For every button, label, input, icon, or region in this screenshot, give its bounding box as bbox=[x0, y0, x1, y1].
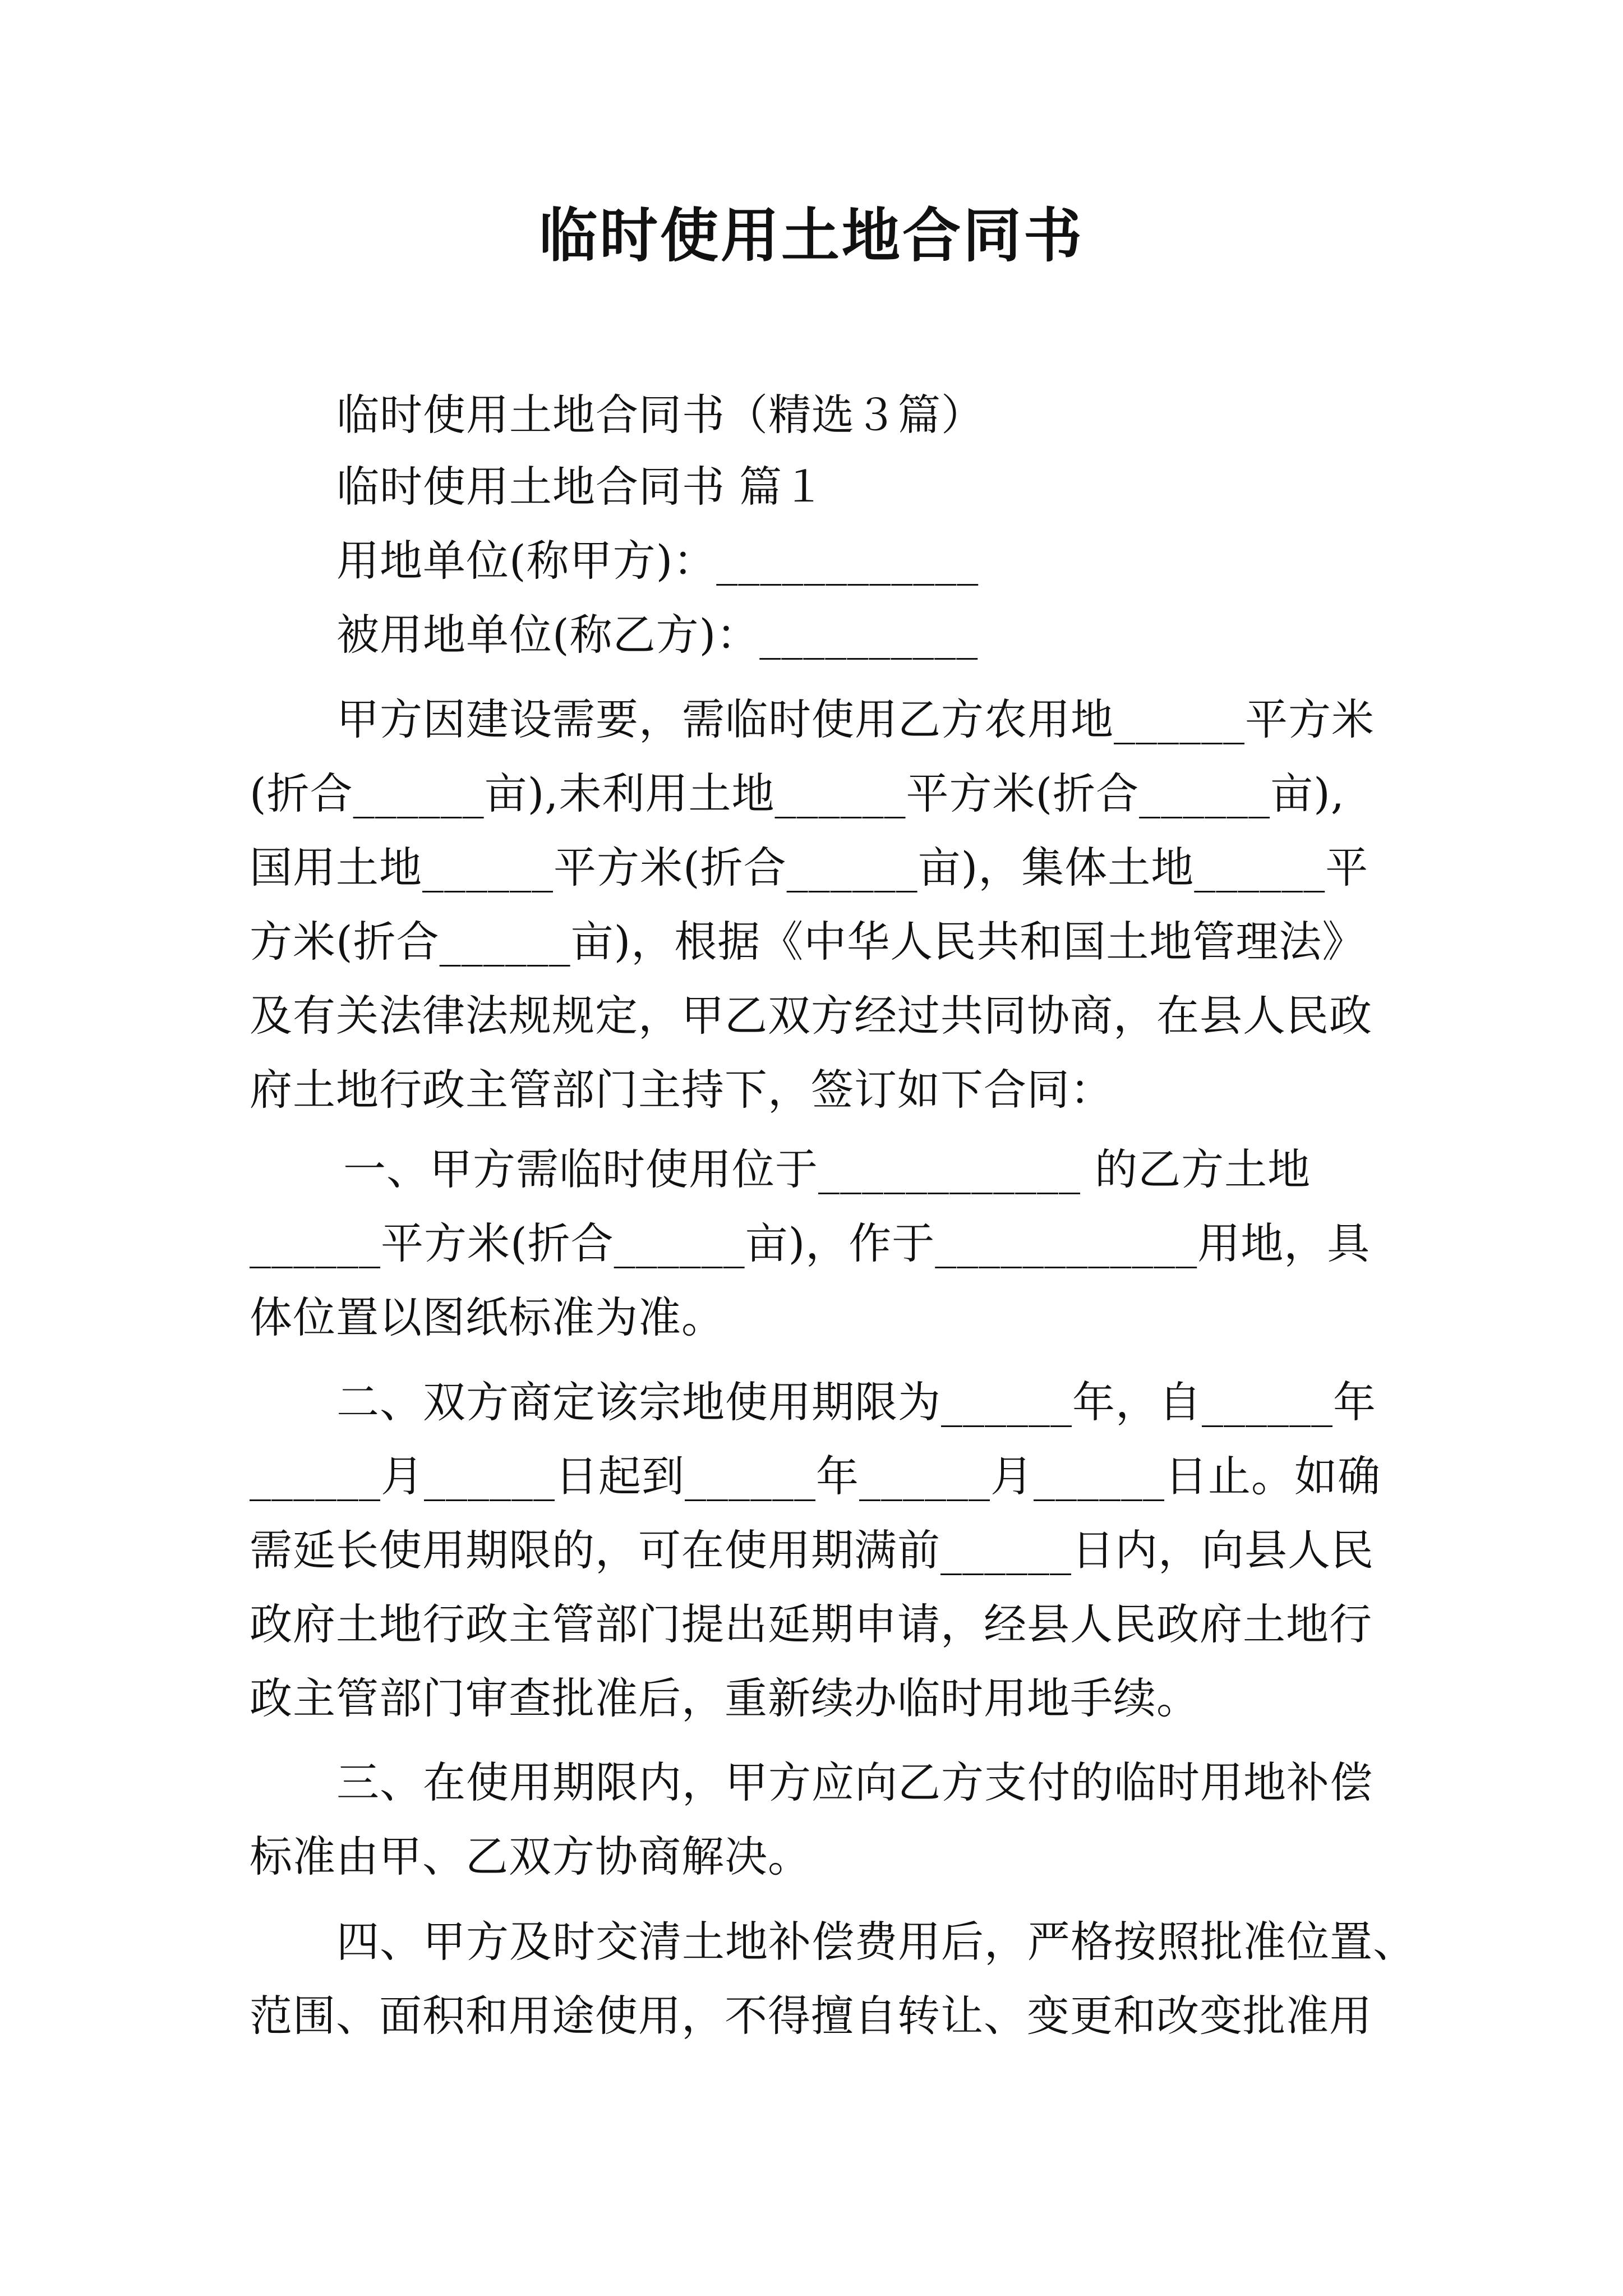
body-line: 府土地行政主管部门主持下，签订如下合同： bbox=[250, 1065, 1113, 1115]
party-a-line: 用地单位(称甲方)：____________ bbox=[336, 536, 979, 586]
clause-4-line: 四、甲方及时交清土地补偿费用后，严格按照批准位置、 bbox=[336, 1917, 1416, 1967]
clause-4-line: 范围、面积和用途使用，不得擅自转让、变更和改变批准用 bbox=[250, 1991, 1372, 2041]
clause-2-line: 政主管部门审查批准后，重新续办临时用地手续。 bbox=[250, 1673, 1200, 1723]
clause-1-line: 一、甲方需临时使用位于____________ 的乙方土地 bbox=[343, 1144, 1311, 1194]
body-line: 国用土地______平方米(折合______亩)，集体土地______平 bbox=[250, 843, 1369, 892]
clause-3-line: 三、在使用期限内，甲方应向乙方支付的临时用地补偿 bbox=[336, 1757, 1373, 1807]
section-heading: 临时使用土地合同书 篇１ bbox=[336, 462, 826, 512]
clause-1-line: ______平方米(折合______亩)，作于____________用地，具 bbox=[250, 1218, 1371, 1268]
clause-2-line: 二、双方商定该宗地使用期限为______年，自______年 bbox=[336, 1377, 1376, 1427]
body-line: 甲方因建设需要，需临时使用乙方农用地______平方米 bbox=[336, 694, 1375, 744]
body-line: (折合______亩),未利用土地______平方米(折合______亩), bbox=[250, 769, 1345, 818]
document-title: 临时使用土地合同书 bbox=[538, 201, 1084, 270]
body-line: 及有关法律法规规定，甲乙双方经过共同协商，在县人民政 bbox=[250, 991, 1372, 1041]
party-b-line: 被用地单位(称乙方)：__________ bbox=[336, 610, 979, 660]
body-line: 方米(折合______亩)，根据《中华人民共和国土地管理法》 bbox=[250, 917, 1366, 967]
clause-2-line: ______月______日起到______年______月______日止。如确 bbox=[250, 1451, 1381, 1501]
clause-2-line: 需延长使用期限的，可在使用期满前______日内，向县人民 bbox=[250, 1525, 1374, 1575]
subtitle-selection: 临时使用土地合同书（精选３篇） bbox=[336, 390, 984, 440]
clause-1-line: 体位置以图纸标准为准。 bbox=[250, 1292, 725, 1342]
clause-3-line: 标准由甲、乙双方协商解决。 bbox=[250, 1832, 811, 1881]
clause-2-line: 政府土地行政主管部门提出延期申请，经县人民政府土地行 bbox=[250, 1599, 1372, 1649]
